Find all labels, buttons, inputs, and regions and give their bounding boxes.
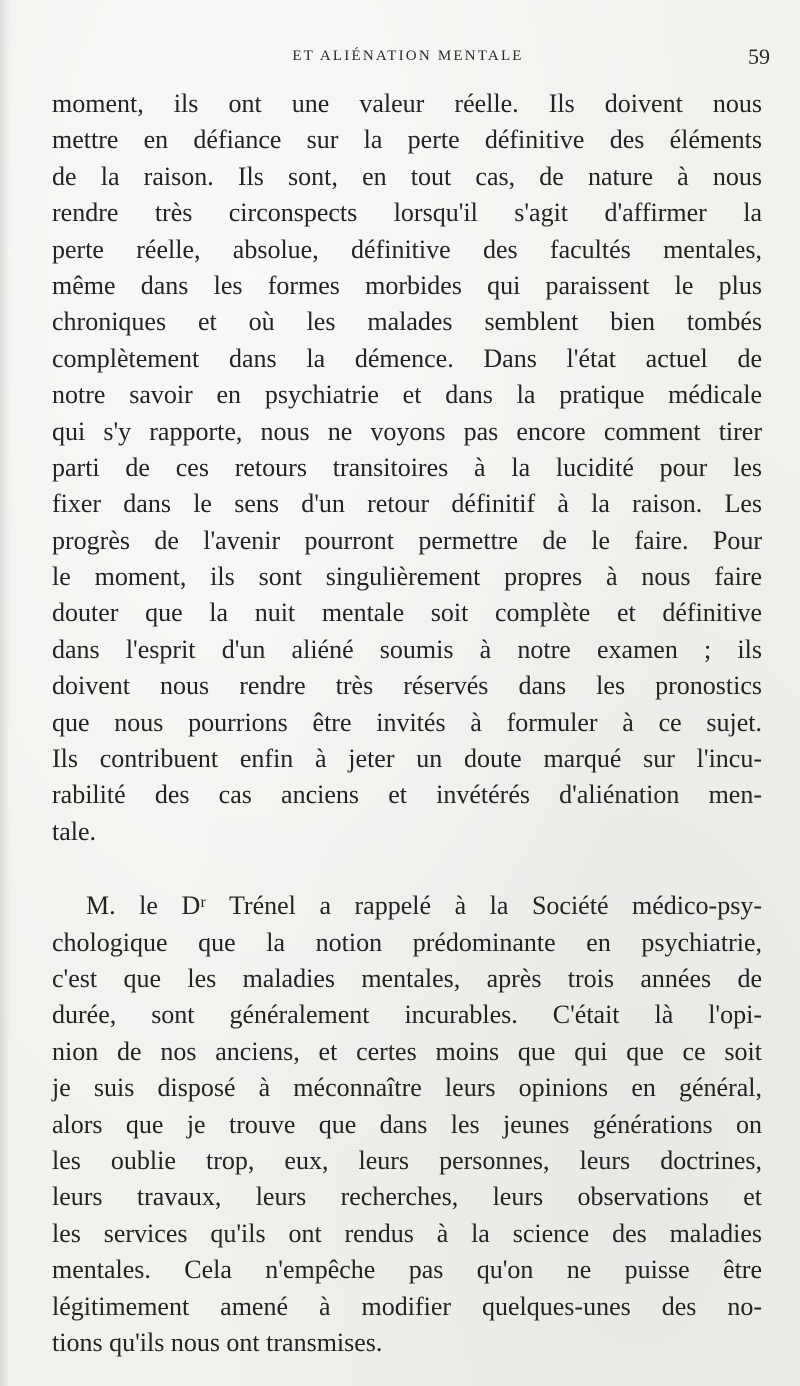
text-line: chologique que la notion prédominante en psychiatrie, <box>52 927 762 957</box>
page-gutter-shadow <box>0 0 10 1386</box>
text-line: rabilité des cas anciens et invétérés d'aliénation men- <box>52 780 762 810</box>
text-line: moment, ils ont une valeur réelle. Ils doivent nous <box>52 89 762 118</box>
paragraph-gap <box>52 850 762 888</box>
text-line: parti de ces retours transitoires à la lucidité pour les <box>52 452 762 482</box>
text-line: alors que je trouve que dans les jeunes générations on <box>52 1109 762 1139</box>
running-head: ET ALIÉNATION MENTALE <box>292 48 524 64</box>
text-line: leurs travaux, leurs recherches, leurs observations et <box>52 1182 762 1212</box>
text-line: je suis disposé à méconnaître leurs opinions en général, <box>52 1073 762 1103</box>
text-line: mentales. Cela n'empêche pas qu'on ne puisse être <box>52 1255 762 1285</box>
text-line: douter que la nuit mentale soit complète et définitive <box>52 598 762 628</box>
text-line: M. le Dʳ Trénel a rappelé à la Société médico-psy- <box>86 891 762 921</box>
text-line: doivent nous rendre très réservés dans les pronostics <box>52 671 762 701</box>
text-line: tions qu'ils nous ont transmises. <box>52 1327 383 1357</box>
text-line: tale. <box>52 816 97 846</box>
text-line: de la raison. Ils sont, en tout cas, de nature à nous <box>52 161 762 191</box>
text-line: même dans les formes morbides qui paraissent le plus <box>52 270 762 300</box>
page-number: 59 <box>748 44 770 69</box>
text-line: dans l'esprit d'un aliéné soumis à notre examen ; ils <box>52 634 762 664</box>
text-line: perte réelle, absolue, définitive des facultés mentales, <box>52 234 762 264</box>
text-line: qui s'y rapporte, nous ne voyons pas encore comment tirer <box>52 416 762 446</box>
paragraph-1 <box>52 86 762 850</box>
body-text <box>52 86 762 1361</box>
text-line: progrès de l'avenir pourront permettre de le faire. Pour <box>52 525 762 555</box>
text-line: complètement dans la démence. Dans l'état actuel de <box>52 343 762 373</box>
text-line: que nous pourrions être invités à formuler à ce sujet. <box>52 707 762 737</box>
text-line: les oublie trop, eux, leurs personnes, leurs doctrines, <box>52 1145 762 1175</box>
text-line: rendre très circonspects lorsqu'il s'agit d'affirmer la <box>52 198 762 228</box>
text-line: les services qu'ils ont rendus à la science des maladies <box>52 1218 762 1248</box>
text-line: légitimement amené à modifier quelques-unes des no- <box>52 1291 762 1321</box>
text-line: mettre en défiance sur la perte définitive des éléments <box>52 125 762 155</box>
text-line: chroniques et où les malades semblent bien tombés <box>52 307 762 337</box>
text-line: fixer dans le sens d'un retour définitif à la raison. Les <box>52 489 762 519</box>
text-line: notre savoir en psychiatrie et dans la pratique médicale <box>52 380 762 410</box>
text-line: durée, sont généralement incurables. C'était là l'opi- <box>52 1000 762 1030</box>
text-line: Ils contribuent enfin à jeter un doute marqué sur l'incu- <box>52 744 762 774</box>
paragraph-2 <box>52 888 762 1361</box>
text-line: nion de nos anciens, et certes moins que qui que ce soit <box>52 1036 762 1066</box>
text-line: le moment, ils sont singulièrement propres à nous faire <box>52 562 762 592</box>
text-line: c'est que les maladies mentales, après trois années de <box>52 963 762 993</box>
page-header <box>52 44 770 74</box>
